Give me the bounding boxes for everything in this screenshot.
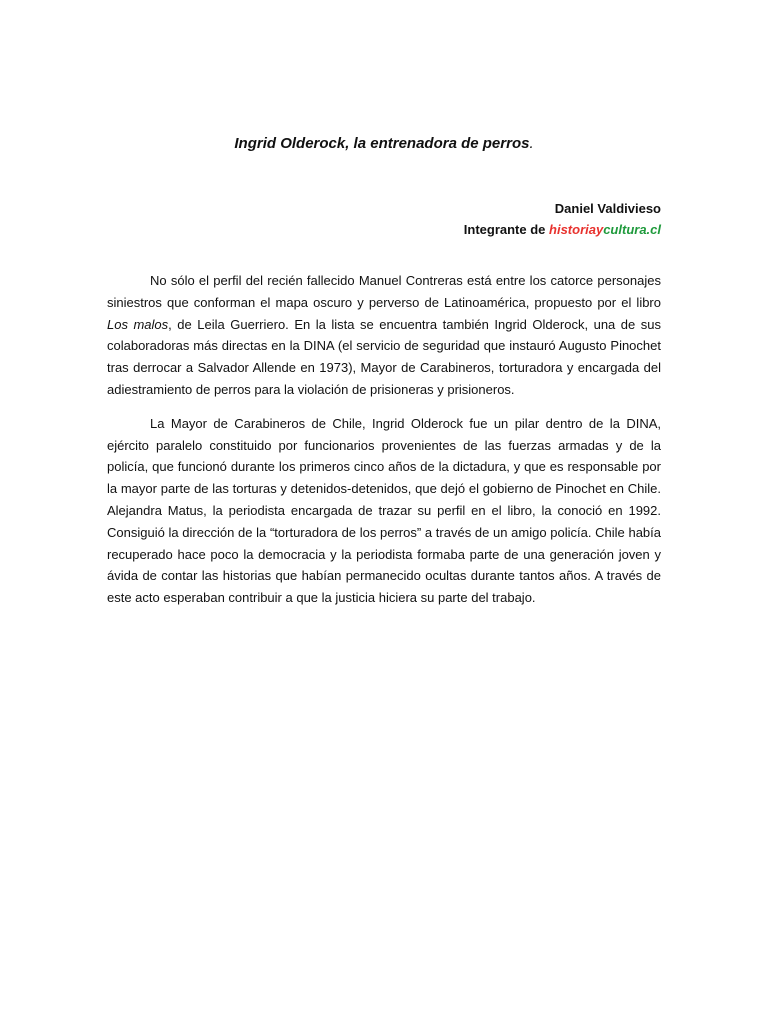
paragraph-1-end: , de Leila Guerriero. En la lista se encuentra también Ingrid Olderock, una de sus colaboradoras más directas en la DINA (el servicio de seguridad que instauró Augusto Pinochet tras derrocar a Salvador Allende en 1973), Mayor de Carabineros, torturadora y encargada del adiestramiento de perros para la violación de prisioneras y prisioneros. (107, 316, 662, 397)
author-byline (464, 198, 661, 240)
document-title-text: Ingrid Olderock, la entrenadora de perros (234, 135, 530, 152)
author-affiliation (464, 219, 661, 240)
article-body (107, 270, 661, 621)
document-title-period: . (529, 135, 534, 152)
paragraph-2: La Mayor de Carabineros de Chile, Ingrid Olderock fue un pilar dentro de la DINA, ejército paralelo constituido por funcionarios provenientes de las fuerzas armadas y de la policía, que funcionó durante los primeros cinco años de la dictadura, y que es responsable por la mayor parte de las torturas y detenidos-detenidos, que dejó el gobierno de Pinochet en Chile. Alejandra Matus, la periodista encargada de trazar su perfil en el libro, la conoció en 1992. Consiguió la dirección de la “torturadora de los perros” a través de un amigo policía. Chile había recuperado hace poco la democracia y la periodista formaba parte de una generación joven y ávida de contar las historias que habían permanecido ocultas durante tantos años. A través de este acto esperaban contribuir a que la justicia hiciera su parte del trabajo. (107, 415, 661, 606)
paragraph-1 (107, 270, 661, 401)
paragraph-1-start: No sólo el perfil del recién fallecido Manuel Contreras está entre los catorce personajes siniestros que conforman el mapa oscuro y perverso de Latinoamérica, propuesto por el libro (107, 273, 661, 310)
affiliation-prefix: Integrante de (463, 222, 550, 237)
book-title: Los malos (107, 316, 169, 332)
brand-name-part1: historiay (549, 222, 604, 237)
brand-name-part2: cultura.cl (603, 222, 661, 237)
document-title (0, 133, 768, 155)
author-name: Daniel Valdivieso (554, 201, 661, 216)
